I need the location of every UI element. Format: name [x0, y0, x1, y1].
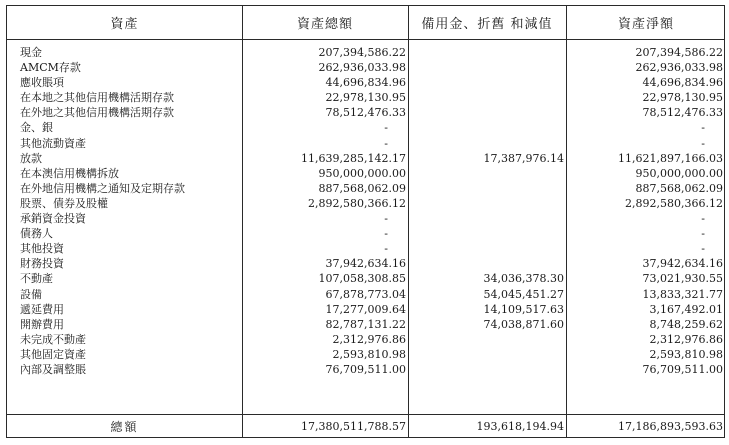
row-gross: 37,942,634.16: [325, 257, 406, 271]
row-label: 其他流動資產: [20, 136, 86, 150]
header-rule: [7, 39, 724, 40]
row-net: 44,696,834.96: [642, 76, 723, 90]
header-net: 資產淨額: [617, 17, 674, 32]
row-label: 其他投資: [20, 242, 64, 256]
table-row: [7, 241, 724, 256]
row-net: -: [701, 212, 705, 226]
row-label: 在本地之其他信用機構活期存款: [20, 91, 174, 105]
row-net: 76,709,511.00: [642, 362, 723, 376]
row-label: AMCM存款: [20, 61, 81, 75]
row-label: 債務人: [20, 227, 53, 241]
row-gross: -: [384, 227, 388, 241]
table-row: [7, 317, 724, 332]
header-asset: 資產: [110, 17, 139, 32]
row-gross: 17,277,009.64: [325, 302, 406, 316]
row-label: 未完成不動產: [20, 332, 86, 346]
header-gross: 資產總額: [296, 17, 353, 32]
row-label: 內部及調整賬: [20, 362, 86, 376]
row-label: 股票、債券及股權: [20, 196, 108, 210]
total-net: 17,186,893,593.63: [618, 420, 723, 433]
row-gross: 887,568,062.09: [318, 181, 406, 195]
row-label: 放款: [20, 151, 42, 165]
table-row: [7, 45, 724, 60]
row-net: 8,748,259.62: [649, 317, 723, 331]
row-gross: 2,312,976.86: [332, 332, 406, 346]
row-label: 不動產: [20, 272, 53, 286]
row-label: 在本澳信用機構拆放: [20, 166, 119, 180]
row-gross: 22,978,130.95: [325, 91, 406, 105]
row-net: 950,000,000.00: [635, 166, 723, 180]
row-label: 其他固定資產: [20, 347, 86, 361]
table-row: [7, 166, 724, 181]
row-gross: -: [384, 242, 388, 256]
row-gross: 76,709,511.00: [325, 362, 406, 376]
total-gross: 17,380,511,788.57: [301, 420, 406, 433]
table-row: [7, 256, 724, 271]
total-provisions: 193,618,194.94: [476, 420, 564, 433]
row-label: 在外地信用機構之通知及定期存款: [20, 181, 185, 195]
row-net: -: [701, 242, 705, 256]
row-label: 財務投資: [20, 257, 64, 271]
table-row: [7, 196, 724, 211]
row-gross: 207,394,586.22: [318, 46, 406, 59]
row-net: 37,942,634.16: [642, 257, 723, 271]
row-net: 11,621,897,166.03: [618, 151, 723, 165]
table-row: [7, 226, 724, 241]
row-gross: -: [384, 136, 388, 150]
table-row: [7, 211, 724, 226]
row-label: 遞延費用: [20, 302, 64, 316]
row-gross: 67,878,773.04: [325, 287, 406, 301]
table-row: [7, 347, 724, 362]
row-net: 2,312,976.86: [649, 332, 723, 346]
row-label: 金、銀: [20, 121, 53, 135]
row-label: 承銷資金投資: [20, 212, 86, 226]
footer-rule: [7, 414, 724, 415]
row-label: 開辦費用: [20, 317, 64, 331]
row-provisions: 34,036,378.30: [483, 272, 564, 286]
row-net: 78,512,476.33: [642, 106, 723, 120]
balance-sheet-table: [6, 5, 725, 438]
row-net: 262,936,033.98: [635, 61, 723, 75]
row-net: -: [701, 227, 705, 241]
table-row: [7, 136, 724, 151]
table-row: [7, 60, 724, 75]
table-row: [7, 151, 724, 166]
row-provisions: 54,045,451.27: [483, 287, 564, 301]
table-body: [7, 45, 724, 377]
table-row: [7, 105, 724, 120]
row-net: -: [701, 121, 705, 135]
row-gross: 2,593,810.98: [332, 347, 406, 361]
table-row: [7, 75, 724, 90]
table-row: [7, 90, 724, 105]
row-gross: 262,936,033.98: [318, 61, 406, 75]
table-row: [7, 332, 724, 347]
total-row: [7, 416, 724, 438]
row-gross: 107,058,308.85: [318, 272, 406, 286]
row-provisions: 17,387,976.14: [483, 151, 564, 165]
table-row: [7, 302, 724, 317]
row-net: 207,394,586.22: [635, 46, 723, 59]
table-row: [7, 120, 724, 135]
row-gross: 950,000,000.00: [318, 166, 406, 180]
row-gross: -: [384, 212, 388, 226]
row-label: 現金: [20, 46, 42, 59]
row-provisions: 14,109,517.63: [483, 302, 564, 316]
table-row: [7, 362, 724, 377]
row-net: 2,593,810.98: [649, 347, 723, 361]
table-row: [7, 271, 724, 286]
table-row: [7, 287, 724, 302]
total-label: 總額: [110, 420, 139, 434]
row-label: 設備: [20, 287, 42, 301]
row-gross: 11,639,285,142.17: [301, 151, 406, 165]
row-label: 在外地之其他信用機構活期存款: [20, 106, 174, 120]
row-gross: 82,787,131.22: [325, 317, 406, 331]
row-provisions: 74,038,871.60: [483, 317, 564, 331]
row-net: 2,892,580,366.12: [625, 196, 723, 210]
row-net: 13,833,321.77: [642, 287, 723, 301]
row-gross: 2,892,580,366.12: [308, 196, 406, 210]
row-net: 73,021,930.55: [642, 272, 723, 286]
row-net: 3,167,492.01: [649, 302, 723, 316]
row-net: -: [701, 136, 705, 150]
row-label: 應收賬項: [20, 76, 64, 90]
row-gross: -: [384, 121, 388, 135]
row-net: 22,978,130.95: [642, 91, 723, 105]
table-row: [7, 181, 724, 196]
row-gross: 78,512,476.33: [325, 106, 406, 120]
row-gross: 44,696,834.96: [325, 76, 406, 90]
header-provisions: 備用金、折舊 和減值: [421, 17, 553, 32]
row-net: 887,568,062.09: [635, 181, 723, 195]
